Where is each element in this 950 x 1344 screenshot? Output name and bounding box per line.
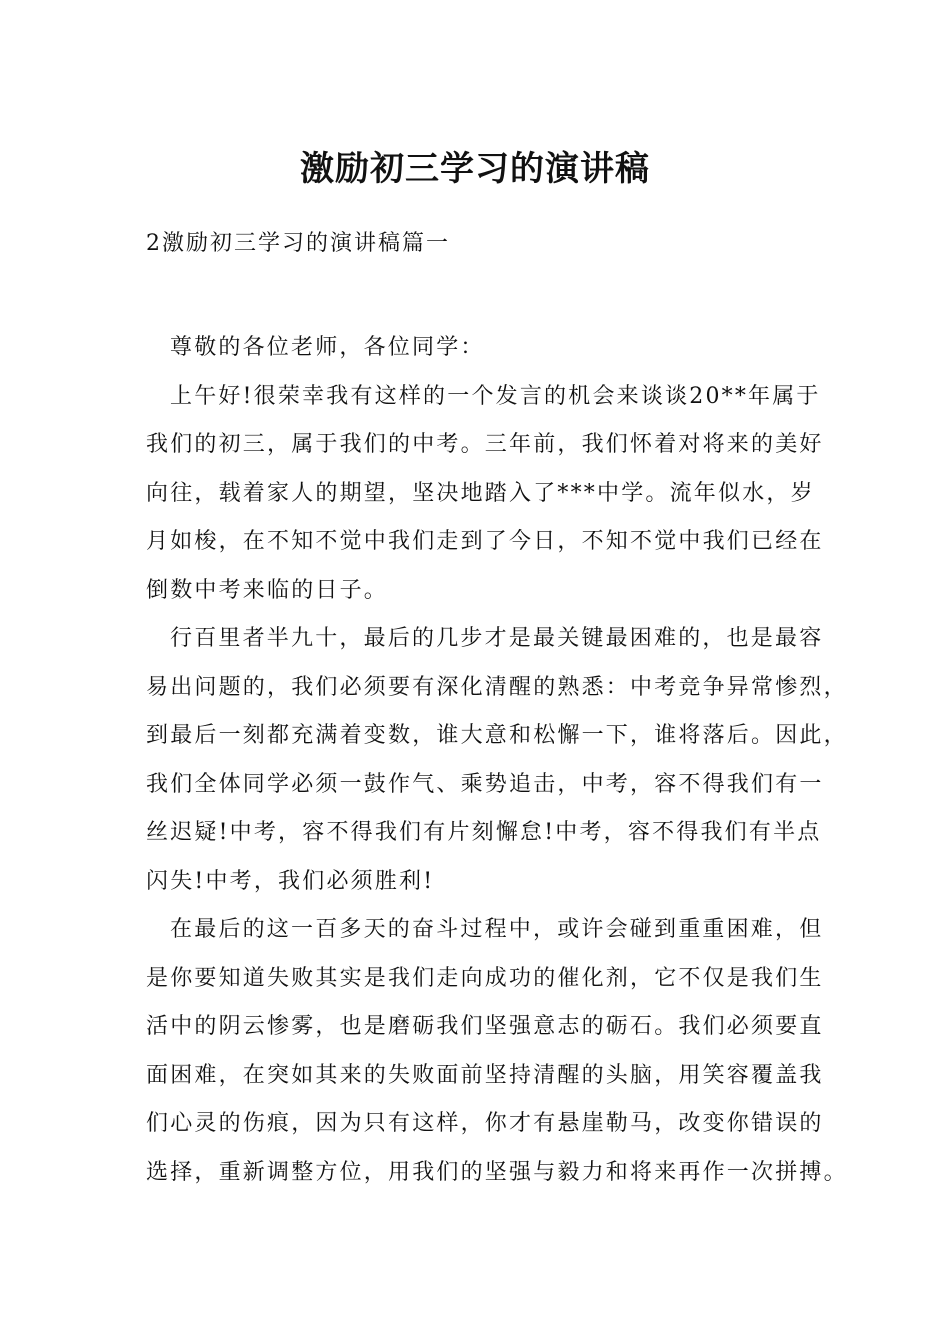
text-line: 行百里者半九十，最后的几步才是最关键最困难的，也是最容 (170, 626, 824, 651)
text-line: 到最后一刻都充满着变数，谁大意和松懈一下，谁将落后。因此， (146, 723, 848, 748)
text-line: 活中的阴云惨雾，也是磨砺我们坚强意志的砺石。我们必须要直 (146, 1014, 824, 1039)
text-line: 闪失!中考，我们必须胜利! (146, 868, 435, 894)
text-line: 月如梭，在不知不觉中我们走到了今日，不知不觉中我们已经在 (146, 529, 824, 554)
text-line: 在最后的这一百多天的奋斗过程中，或许会碰到重重困难，但 (170, 917, 824, 942)
text-line: 是你要知道失败其实是我们走向成功的催化剂，它不仅是我们生 (146, 965, 824, 991)
text-line: 丝迟疑!中考，容不得我们有片刻懈怠!中考，容不得我们有半点 (146, 820, 822, 845)
document-body (122, 324, 852, 1197)
text-line: 易出问题的，我们必须要有深化清醒的熟悉：中考竞争异常惨烈， (146, 674, 848, 700)
paragraph-struggle (122, 906, 852, 1197)
text-line: 面困难，在突如其来的失败面前坚持清醒的头脑，用笑容覆盖我 (146, 1062, 824, 1088)
text-line: 上午好!很荣幸我有这样的一个发言的机会来谈谈20**年属于 (170, 383, 821, 409)
text-line: 倒数中考来临的日子。 (146, 577, 389, 603)
document-subtitle: 2激励初三学习的演讲稿篇一 (146, 231, 450, 256)
text-line: 我们全体同学必须一鼓作气、乘势追击，中考，容不得我们有一 (146, 771, 824, 797)
text-line: 选择，重新调整方位，用我们的坚强与毅力和将来再作一次拼搏。 (146, 1159, 848, 1185)
text-line: 们心灵的伤痕，因为只有这样，你才有悬崖勒马，改变你错误的 (146, 1111, 824, 1136)
paragraph-perseverance (122, 615, 852, 906)
text-line: 我们的初三，属于我们的中考。三年前，我们怀着对将来的美好 (146, 432, 824, 457)
text-line: 尊敬的各位老师，各位同学： (170, 335, 485, 360)
paragraph-intro (122, 373, 852, 616)
text-line: 向往，载着家人的期望，坚决地踏入了***中学。流年似水，岁 (146, 480, 815, 506)
paragraph-greeting (122, 324, 852, 373)
document-title: 激励初三学习的演讲稿 (300, 149, 650, 189)
